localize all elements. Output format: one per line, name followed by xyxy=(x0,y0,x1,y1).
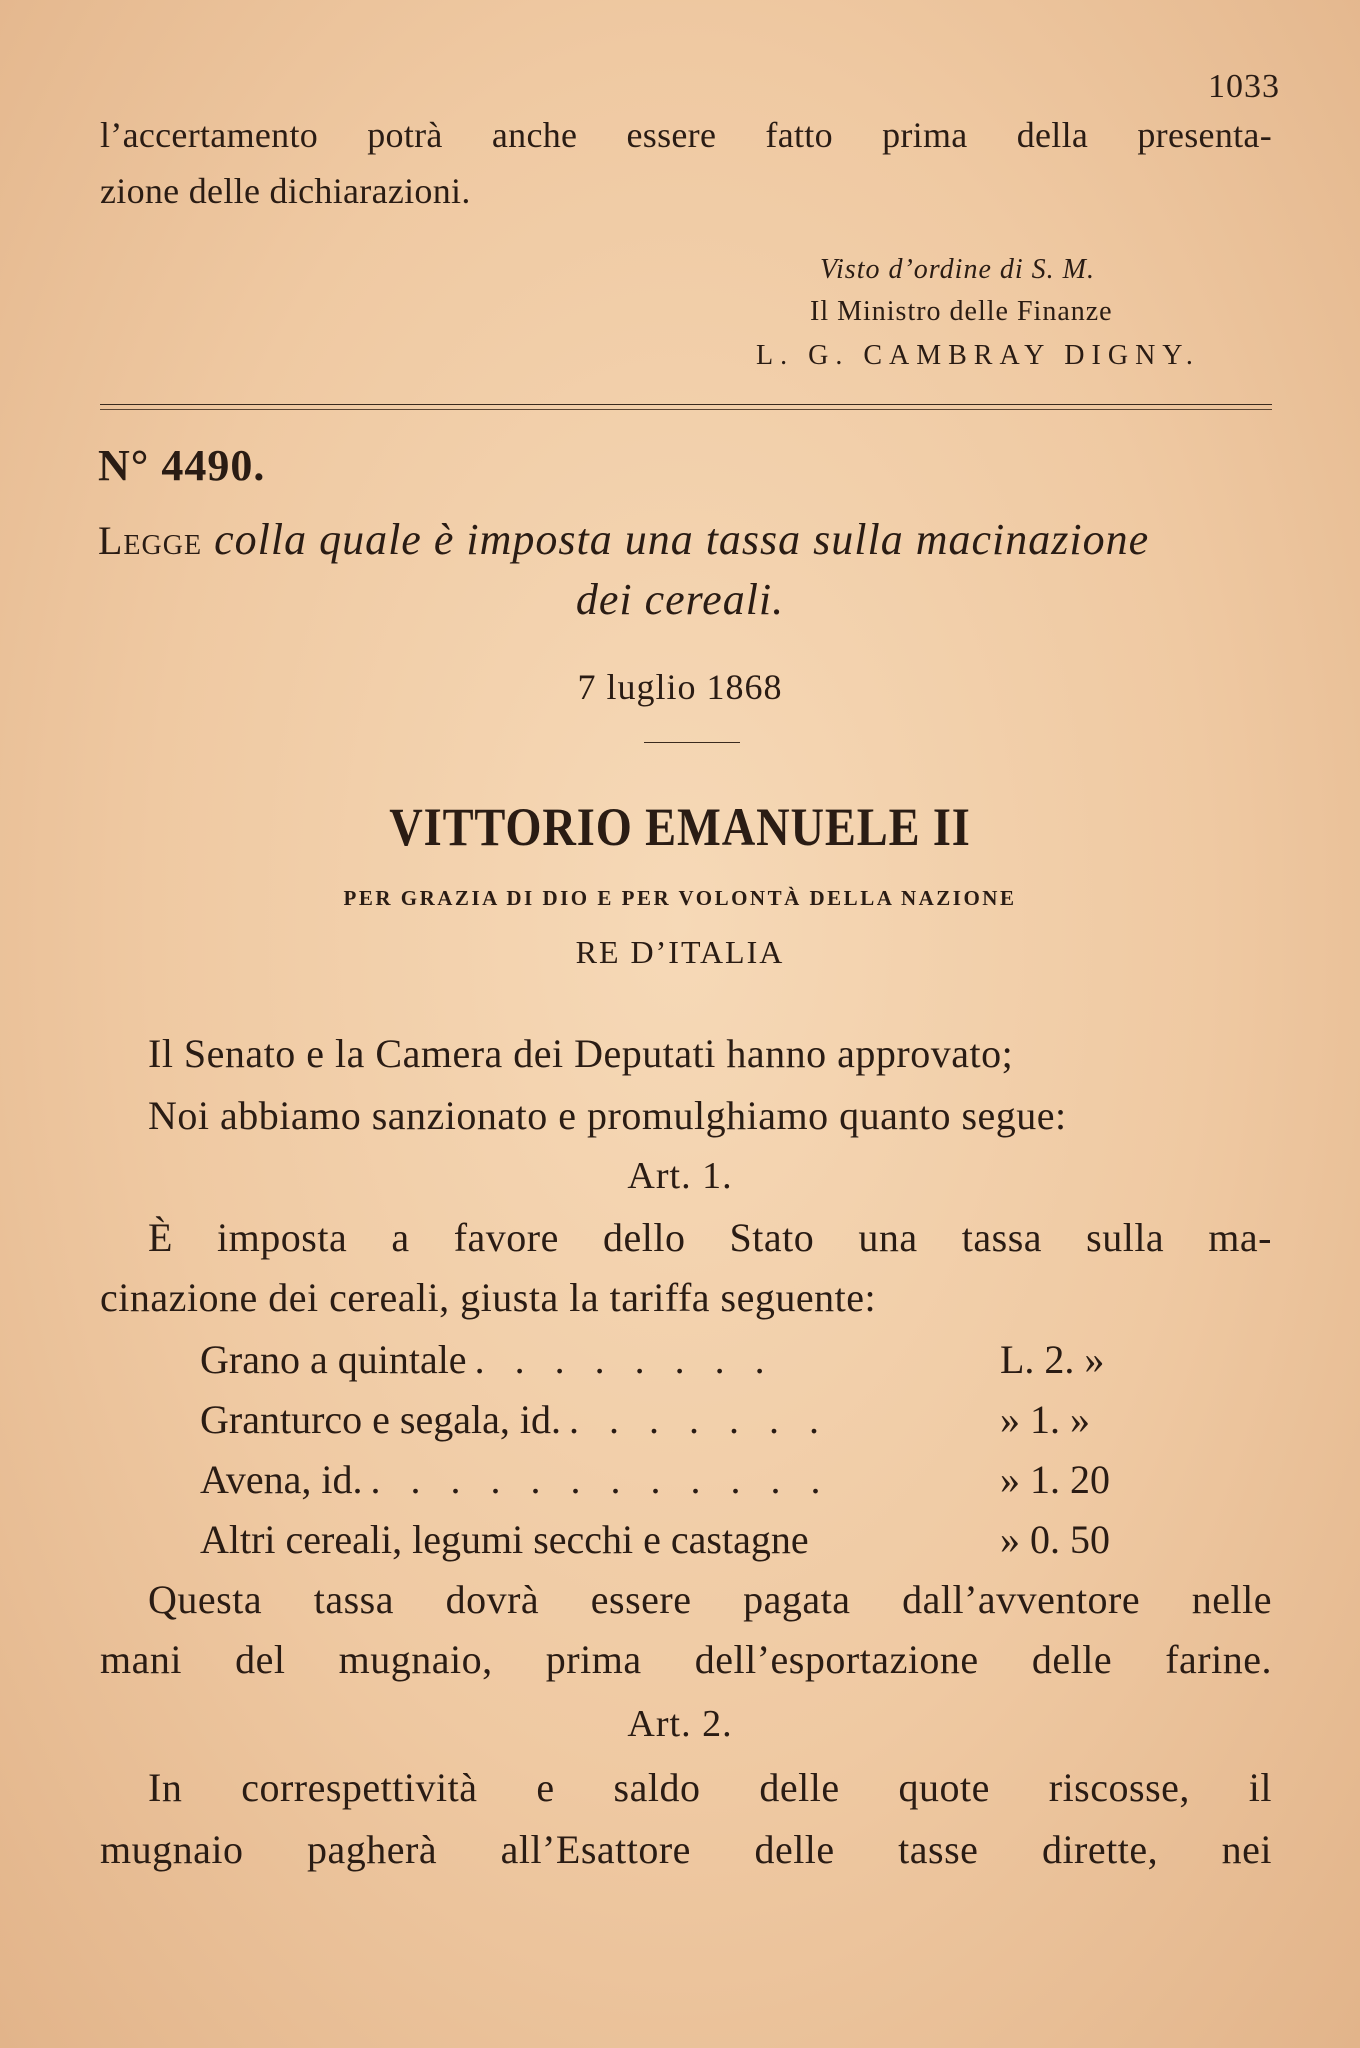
section-rule-thin xyxy=(100,409,1272,410)
tariff-dots: . . . . . . . xyxy=(568,1397,829,1442)
tariff-label: Grano a quintale xyxy=(200,1337,467,1382)
tariff-amount: L. 2. » xyxy=(1000,1337,1105,1382)
tariff-dots xyxy=(809,1516,1000,1563)
law-date: 7 luglio 1868 xyxy=(577,667,783,707)
legge-word: Legge xyxy=(98,518,203,563)
preamble-line-1: Il Senato e la Camera dei Deputati hanno approvato; xyxy=(148,1031,1014,1076)
king-title: RE D’ITALIA xyxy=(575,934,785,970)
law-number: N° 4490. xyxy=(98,441,266,490)
art1-line-3: Questa tassa dovrà essere pagata dall’avventore nelle xyxy=(148,1577,1272,1622)
intro-line-1: l’accertamento potrà anche essere fatto prima della presenta- xyxy=(100,115,1272,155)
art2-line-2: mugnaio pagherà all’Esattore delle tasse dirette, nei xyxy=(100,1827,1272,1872)
tariff-row xyxy=(200,1336,1180,1383)
tariff-row xyxy=(200,1456,1180,1503)
tariff-dots: . . . . . . . . xyxy=(474,1337,775,1382)
art1-line-4: mani del mugnaio, prima dell’esportazione delle farine. xyxy=(100,1637,1272,1682)
tariff-label: Altri cereali, legumi secchi e castagne xyxy=(200,1517,809,1562)
law-title-line-2: dei cereali. xyxy=(575,575,785,624)
art1-line-2: cinazione dei cereali, giusta la tariffa seguente: xyxy=(100,1275,877,1320)
signature-name: L. G. CAMBRAY DIGNY. xyxy=(756,340,1200,371)
tariff-row xyxy=(200,1396,1180,1443)
tariff-amount: » 0. 50 xyxy=(1000,1517,1110,1562)
tariff-amount: » 1. » xyxy=(1000,1397,1090,1442)
section-rule xyxy=(100,404,1272,405)
tariff-dots: . . . . . . . . . . . . xyxy=(370,1457,831,1502)
tariff-amount: » 1. 20 xyxy=(1000,1457,1110,1502)
tariff-label: Granturco e segala, id. xyxy=(200,1397,561,1442)
law-title-text: colla quale è imposta una tassa sulla macinazione xyxy=(214,515,1150,564)
tariff-label: Avena, id. xyxy=(200,1457,363,1502)
tariff-row xyxy=(200,1516,1180,1563)
signature-visto: Visto d’ordine di S. M. xyxy=(820,254,1095,285)
law-title-line-1 xyxy=(98,514,1149,565)
short-divider xyxy=(644,742,740,743)
intro-line-2: zione delle dichiarazioni. xyxy=(100,171,471,211)
art2-heading: Art. 2. xyxy=(627,1703,733,1745)
art1-heading: Art. 1. xyxy=(627,1155,733,1197)
art2-line-1: In correspettività e saldo delle quote riscosse, il xyxy=(148,1765,1272,1810)
preamble-line-2: Noi abbiamo sanzionato e promulghiamo quanto segue: xyxy=(148,1093,1067,1138)
art1-line-1: È imposta a favore dello Stato una tassa sulla ma- xyxy=(148,1215,1272,1260)
king-name: VITTORIO EMANUELE II xyxy=(389,797,971,857)
page-number: 1033 xyxy=(1208,68,1280,105)
king-grace: PER GRAZIA DI DIO E PER VOLONTÀ DELLA NAZIONE xyxy=(343,886,1017,910)
signature-minister: Il Ministro delle Finanze xyxy=(810,296,1113,327)
